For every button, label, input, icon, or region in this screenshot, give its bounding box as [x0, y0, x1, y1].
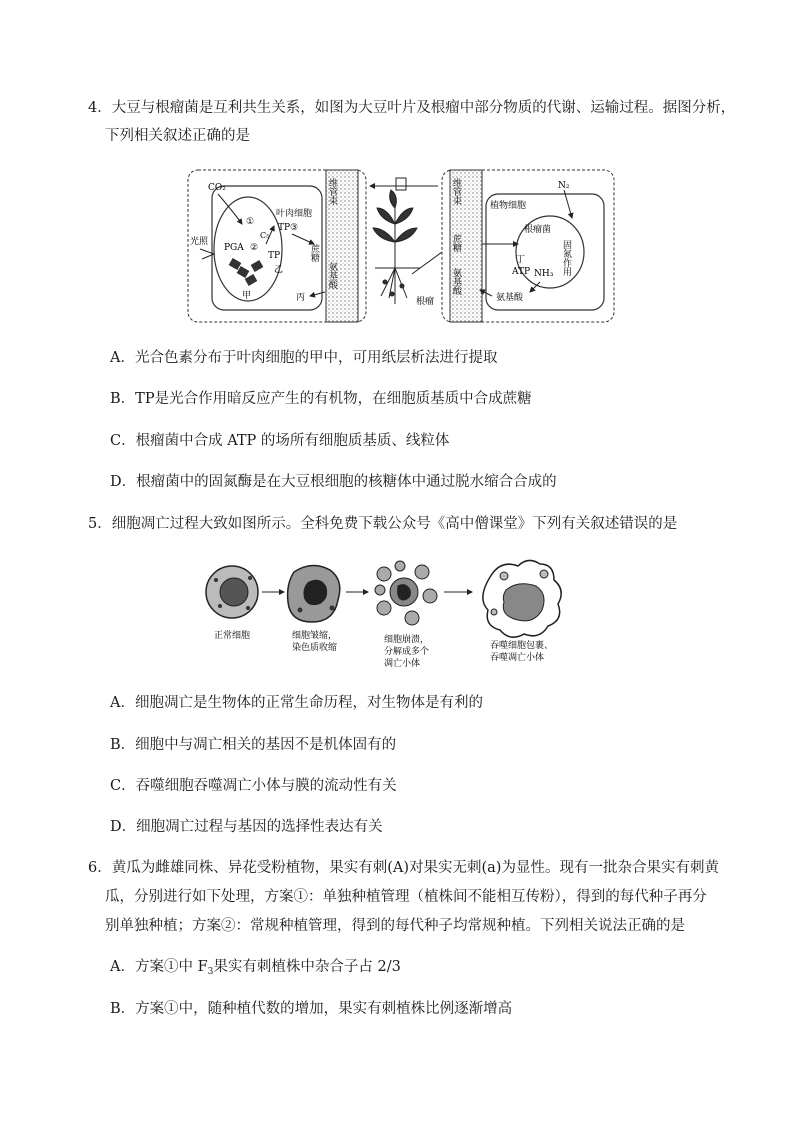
q6-option-b[interactable]: B．方案①中，随种植代数的增加，果实有刺植株比例逐渐增高 — [110, 1001, 513, 1017]
vascular-label-right: 维管束 — [451, 178, 461, 205]
q4-option-d[interactable]: D．根瘤菌中的固氮酶是在大豆根细胞的核糖体中通过脱水缩合合成的 — [110, 474, 557, 490]
q5-figure — [200, 552, 590, 670]
fix-n-label: 固氮作用 — [561, 240, 571, 276]
atp-label: ATP — [512, 267, 531, 277]
sucrose-label-right: 蔗糖 — [451, 234, 461, 252]
pga-label: PGA — [224, 243, 244, 253]
circle2: ② — [250, 243, 259, 253]
q5-option-b[interactable]: B．细胞中与凋亡相关的基因不是机体固有的 — [110, 737, 397, 753]
q4-figure — [180, 164, 620, 328]
co2-label: CO₂ — [208, 183, 226, 193]
q5-option-d[interactable]: D．细胞凋亡过程与基因的选择性表达有关 — [110, 819, 383, 835]
shrunken-cell-illustration — [288, 565, 340, 622]
circle1: ① — [246, 217, 255, 227]
q6-stem-line1: 6．黄瓜为雌雄同株、异花受粉植物，果实有刺(A)对果实无刺(a)为显性。现有一批杂合果实有刺黄 — [88, 860, 719, 876]
stage4-label-line2: 吞噬凋亡小体 — [490, 653, 545, 663]
stage3-label-line3: 凋亡小体 — [384, 659, 421, 669]
amino-label-right: 氨基酸 — [451, 268, 461, 295]
ding-label: 丁 — [516, 255, 526, 265]
q4-option-c[interactable]: C．根瘤菌中合成 ATP 的场所有细胞质基质、线粒体 — [110, 433, 450, 449]
normal-cell-illustration — [206, 566, 258, 618]
q6-option-a-sub: 3 — [207, 967, 214, 977]
q4-option-a[interactable]: A．光合色素分布于叶肉细胞的甲中，可用纸层析法进行提取 — [110, 350, 498, 366]
q6-option-a[interactable] — [110, 957, 401, 982]
plant-cell-label: 植物细胞 — [490, 201, 527, 211]
nh3-label: NH₃ — [534, 269, 554, 279]
phagocyte-illustration — [483, 560, 561, 637]
stage2-label-line2: 染色质收缩 — [292, 643, 338, 653]
leaf-cell-label: 叶肉细胞 — [276, 209, 313, 219]
vascular-label-left: 维管束 — [327, 178, 337, 205]
stage1-label: 正常细胞 — [214, 631, 251, 641]
q4-stem-line1: 4．大豆与根瘤菌是互利共生关系，如图为大豆叶片及根瘤中部分物质的代谢、运输过程。据图分析， — [88, 100, 736, 116]
q6-stem-line2: 瓜，分别进行如下处理，方案①：单独种植管理（植株间不能相互传粉），得到的每代种子再分 — [105, 889, 707, 905]
q4-option-b[interactable]: B．TP是光合作用暗反应产生的有机物，在细胞质基质中合成蔗糖 — [110, 391, 532, 407]
root-nodule-label: 根瘤 — [416, 297, 435, 307]
apoptotic-bodies-illustration — [375, 561, 437, 625]
stage3-label-line1: 细胞崩溃， — [384, 635, 430, 645]
bing-label: 丙 — [296, 293, 306, 303]
stage4-label-line1: 吞噬细胞包裹、 — [490, 641, 554, 651]
tp-label-bottom: TP — [268, 251, 281, 261]
q4-stem-line2: 下列相关叙述正确的是 — [105, 128, 250, 144]
n2-label: N₂ — [558, 181, 570, 191]
light-label: 光照 — [190, 237, 209, 247]
amino-label-left: 氨基酸 — [327, 262, 337, 289]
jia-label: 甲 — [242, 291, 252, 301]
q5-option-c[interactable]: C．吞噬细胞吞噬凋亡小体与膜的流动性有关 — [110, 778, 397, 794]
amino-label-cell: 氨基酸 — [496, 293, 524, 303]
stage3-label-line2: 分解成多个 — [384, 647, 430, 657]
soybean-plant — [373, 178, 420, 304]
rhizobia-label: 根瘤菌 — [524, 225, 552, 235]
sucrose-label-left: 蔗糖 — [309, 244, 319, 262]
q5-stem: 5．细胞凋亡过程大致如图所示。全科免费下载公众号《高中僧课堂》下列有关叙述错误的是 — [88, 516, 678, 532]
stage2-label-line1: 细胞皱缩， — [292, 631, 338, 641]
c5-label: C₅ — [260, 231, 270, 240]
thylakoid-stacks — [229, 258, 264, 286]
yi-label: 乙 — [274, 265, 284, 275]
q6-option-a-pre: A．方案①中 F — [110, 959, 208, 975]
q5-option-a[interactable]: A．细胞凋亡是生物体的正常生命历程，对生物体是有利的 — [110, 695, 483, 711]
tp3-label: TP③ — [278, 223, 299, 233]
q6-stem-line3: 别单独种植；方案②：常规种植管理，得到的每代种子均常规种植。下列相关说法正确的是 — [105, 918, 685, 934]
q6-option-a-post: 果实有刺植株中杂合子占 2/3 — [213, 959, 401, 975]
